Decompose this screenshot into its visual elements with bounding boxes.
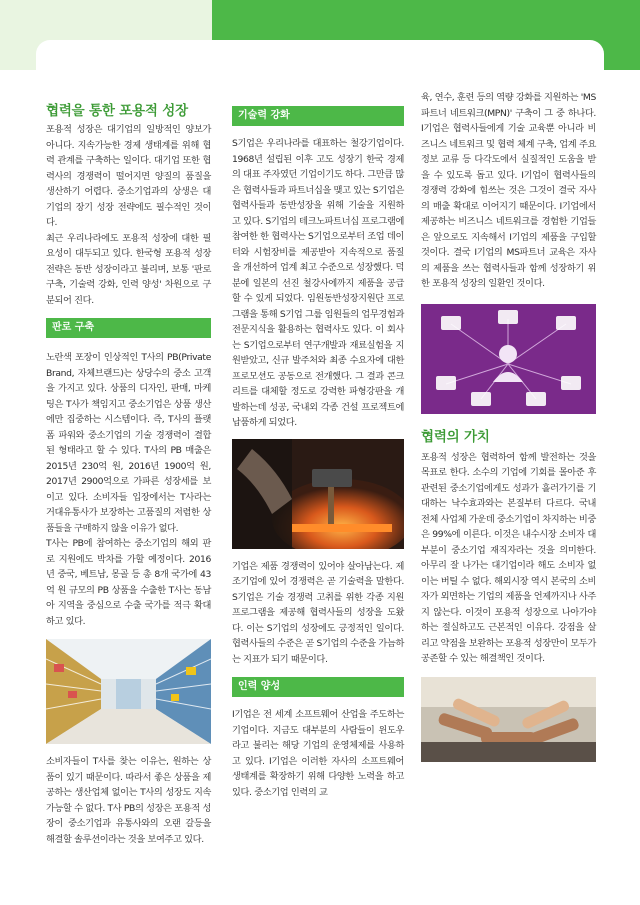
title-value-of-cooperation: 협력의 가치 bbox=[421, 428, 490, 445]
business-network-illustration bbox=[421, 304, 596, 414]
title-inclusive-growth: 협력을 통한 포용적 성장 bbox=[46, 103, 188, 119]
column-2 bbox=[232, 106, 404, 800]
section-label-talent: 인력 양성 bbox=[232, 677, 404, 697]
team-hands-together-photo bbox=[421, 677, 596, 762]
intro-paragraph-2: 최근 우리나라에도 포용적 성장에 대한 필요성이 대두되고 있다. 한국형 포용적 성장 전략은 동반 성장이라고 불리며, 보통 '판로 구축, 기술력 강화, 인력 양성' 차원으로 구분되어 진다. bbox=[46, 232, 211, 306]
technology-paragraph-2: 기업은 제품 경쟁력이 있어야 살아남는다. 제조기업에 있어 경쟁력은 곧 기술력을 말한다. S기업은 기술 경쟁력 고취를 위한 각종 지원 프로그램을 제공해 협력사들의 성장을 도왔다. 이는 S기업의 성장에도 긍정적인 일이다. 협력사들의 수준은 곧 S기업의 수준을 가늠하는 지표가 되기 때문이다. bbox=[232, 560, 404, 665]
talent-paragraph-continued: 육, 연수, 훈련 등의 역량 강화를 지원하는 'MS 파트너 네트워크(MPN)' 구축이 그 중 하나다. I기업은 협력사들에게 기술 교육뿐 아니라 비즈니스 네트워크 및 협력 체계 구축, 업계 주요 정보 교류 등 다각도에서 실질적인 도움을 받을 수 있도록 돕고 있다. I기업이 협력사들의 경쟁력 강화에 힘쓰는 것은 그것이 결국 자사의 매출 확대로 이어지기 때문이다. I기업에서 제공하는 비즈니스 네트워크를 경험한 기업들은 앞으로도 지속해서 I기업의 제품을 구입할 것이다. 결국 I기업의 MS파트너 교육은 자사의 제품을 쓰는 협력사들과 함께 성장하기 위한 포용적 성장의 일환인 것이다. bbox=[421, 92, 596, 289]
sales-paragraph-3: 소비자들이 T사를 찾는 이유는, 원하는 상품이 있기 때문이다. 따라서 좋은 상품을 제공하는 생산업체 없이는 T사의 성장도 지속가능할 수 없다. T사 PB의 성장은 포용적 성장이 중소기업과 유통사와의 오랜 갈등을 해결할 솔루션이라는 것을 보여주고 있다. bbox=[46, 756, 211, 845]
blacksmith-forging-photo bbox=[232, 439, 404, 549]
technology-paragraph-1: S기업은 우리나라를 대표하는 철강기업이다. 1968년 설립된 이후 고도 성장기 한국 경제의 대표 주자였던 기업이기도 하다. 그만큼 많은 협력사들과 파트너십을 맺고 있는 S기업은 협력사들과 동반성장을 위해 기술을 지원하고 있다. S기업의 테크노파트너십 프로그램에 참여한 한 협력사는 S기업으로부터 조업 데이터와 시험장비를 제공받아 지속적으로 품질을 개선하여 업계 최고 수준으로 성장했다. 덕분에 일본의 선진 철강사에까지 제품을 공급할 수 있게 되었다. 임원동반성장지원단 프로그램을 통해 S기업 그룹 임원들의 업무경험과 전문지식을 활용하는 협력사도 있다. 이 회사는 S기업으로부터 연구개발과 재료실험을 지원받았고, 신규 발주처와 최종 수요자에 대한 프로모션도 공동으로 전개했다. 그 결과 콘크리트를 대체할 정도로 강력한 파형강판을 개발하는데 성공, 국내외 각종 건설 프로젝트에 납품하게 되었다. bbox=[232, 138, 404, 428]
talent-paragraph-1: I기업은 전 세계 소프트웨어 산업을 주도하는 기업이다. 지금도 대부분의 사람들이 윈도우라고 불리는 해당 기업의 운영체제를 사용하고 있다. I기업은 이러한 자사의 소프트웨어 생태계를 확장하기 위해 다양한 노력을 하고 있다. 중소기업 인력의 교 bbox=[232, 709, 404, 798]
section-label-sales-channel: 판로 구축 bbox=[46, 318, 211, 338]
section-label-technology: 기술력 강화 bbox=[232, 106, 404, 126]
column-3 bbox=[421, 90, 596, 762]
intro-paragraph-1: 포용적 성장은 대기업의 일방적인 양보가 아니다. 지속가능한 경제 생태계를 위해 협력 관계를 구축하는 일이다. 대기업 또한 협력사의 경쟁력이 떨어지면 양질의 품질을 생산하기 어렵다. 중소기업과의 상생은 대기업의 장기 성장 전략에도 필수적인 것이다. bbox=[46, 124, 211, 228]
column-1 bbox=[46, 102, 211, 847]
cooperation-paragraph: 포용적 성장은 협력하여 함께 발전하는 것을 목표로 한다. 소수의 기업에 기회를 몰아준 후 관련된 중소기업에게도 성과가 흘러가기를 기대하는 낙수효과와는 본질부터 다르다. 국내 전체 사업체 가운데 중소기업이 차지하는 비중은 99%에 이른다. 이것은 내수시장 소비자 대부분이 중소기업 재직자라는 것을 의미한다. 아무리 잘 나가는 대기업이라 해도 소비자 없이는 버틸 수 없다. 해외시장 역시 본국의 소비자가 외면하는 기업의 제품을 언제까지나 사주지 않는다. 이것이 포용적 성장으로 나아가야 하는 절실하고도 근본적인 이유다. 강점을 살리고 약점을 보완하는 포용적 성장만이 모두가 공존할 수 있는 해결책인 것이다. bbox=[421, 451, 596, 664]
supermarket-aisle-photo bbox=[46, 639, 211, 744]
sales-paragraph-2: T사는 PB에 참여하는 중소기업의 해외 판로 지원에도 박차를 가할 예정이다. 2016년 중국, 베트남, 몽골 등 총 8개 국가에 43억 원 규모의 PB 상품을 수출한 T사는 동남아 지역을 중심으로 수출 국가를 적극 확대하고 있다. bbox=[46, 538, 211, 627]
sales-paragraph-1: 노란색 포장이 인상적인 T사의 PB(Private Brand, 자체브랜드)는 상당수의 중소 고객을 가지고 있다. 상품의 디자인, 판매, 마케팅은 T사가 책임지고 중소기업은 상품 생산에만 집중하는 시스템이다. 즉, T사의 플랫폼 파워와 중소기업의 기술 경쟁력이 결합된 형태라고 할 수 있다. T사의 PB 매출은 2015년 230억 원, 2016년 1900억 원, 2017년 2900억으로 가파른 성장세를 보이고 있다. 소비자들 입장에서는 T사라는 거대유통사가 보장하는 고품질의 저렴한 상품들을 구매하지 않을 이유가 없다. bbox=[46, 352, 211, 534]
